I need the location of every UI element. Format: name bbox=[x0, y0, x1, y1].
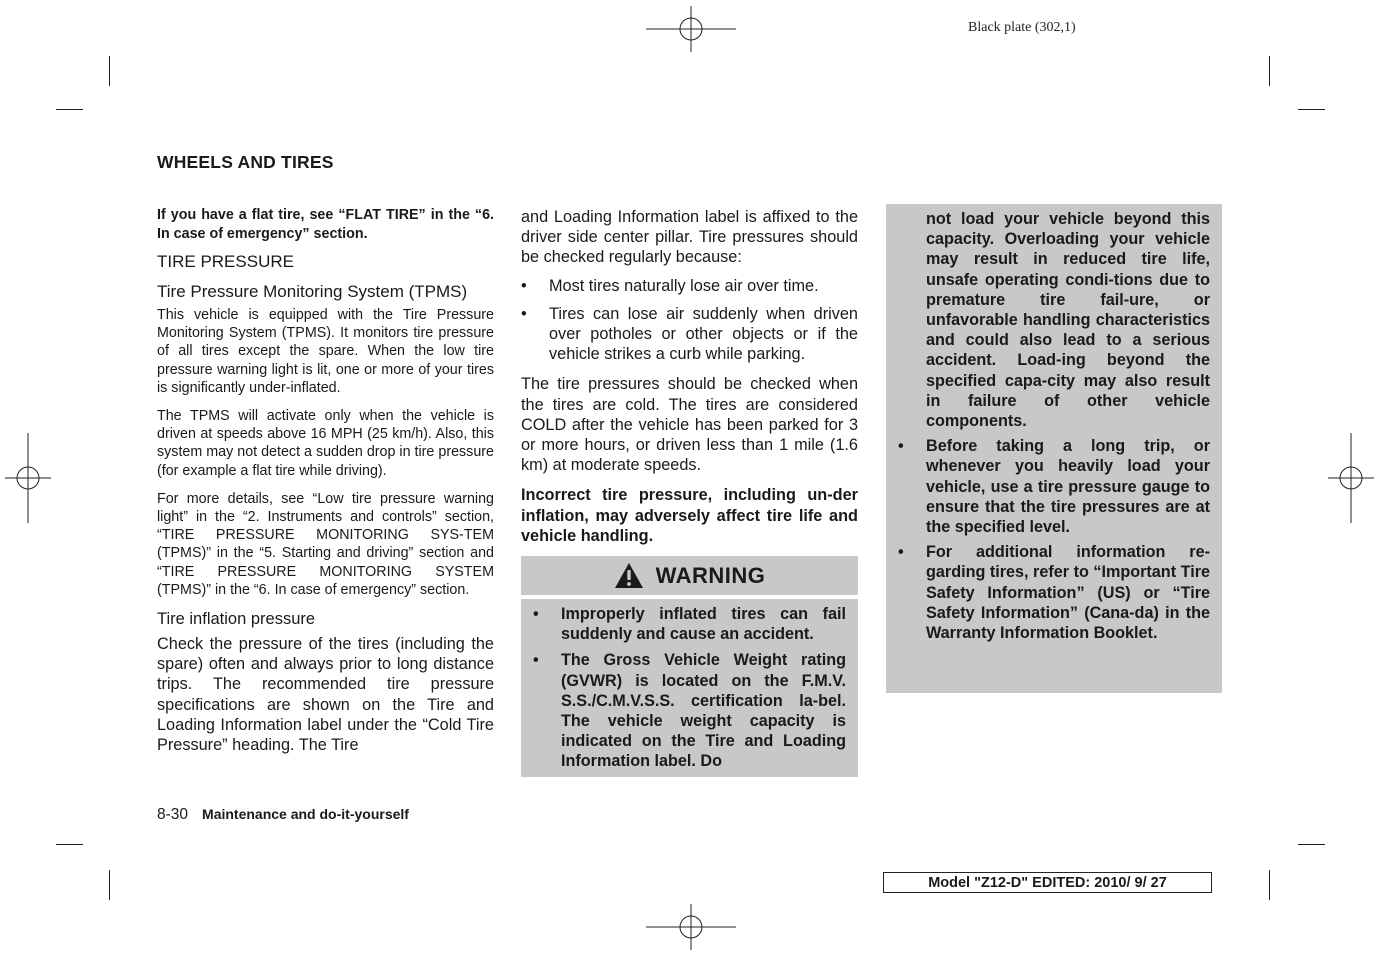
plate-label: Black plate (302,1) bbox=[968, 20, 1076, 35]
list-item: • The Gross Vehicle Weight rating (GVWR) is located on the F.M.V. S.S./C.M.V.S.S. certification la-bel. The vehicle weight capacity is indicated on the Tire and Loading Information label. Do bbox=[533, 651, 846, 771]
bullet-icon: • bbox=[898, 543, 904, 562]
column-2 bbox=[521, 207, 858, 777]
bullet-icon: • bbox=[521, 276, 527, 295]
registration-mark-right bbox=[1328, 433, 1374, 523]
bullet-icon: • bbox=[533, 605, 539, 624]
crop-mark bbox=[109, 870, 110, 900]
column-1 bbox=[157, 206, 494, 755]
list-item: • Most tires naturally lose air over time. bbox=[521, 276, 819, 295]
reason-list bbox=[521, 276, 858, 365]
tpms-paragraph-1: This vehicle is equipped with the Tire Pressure Monitoring System (TPMS). It monitors tire pressure of all tires except the spare. When the low tire pressure warning light is lit, one or more of your tires is significantly under-inflated. bbox=[157, 307, 494, 396]
inflation-paragraph: Check the pressure of the tires (including the spare) often and always prior to long distance trips. The recommended tire pressure specifications are shown on the Tire and Loading Information label under the “Cold Tire Pressure” heading. The Tire bbox=[157, 635, 494, 755]
list-item: • Improperly inflated tires can fail suddenly and cause an accident. bbox=[533, 605, 846, 644]
warning-continued-box bbox=[886, 204, 1222, 693]
bullet-icon: • bbox=[533, 651, 539, 670]
crop-mark bbox=[56, 109, 83, 110]
registration-mark-top bbox=[646, 6, 736, 52]
warning-continued-text: not load your vehicle beyond this capacity. Overloading your vehicle may result in reduced tire life, unsafe operating condi-tions due to premature tire fail-ure, or unfavorable handling characteristics and could also lead to a serious accident. Load-ing beyond the specified capa-city may also result in failure of other vehicle components. bbox=[926, 210, 1210, 431]
cold-tires-paragraph: The tire pressures should be checked when the tires are cold. The tires are considered COLD after the vehicle has been parked for 3 or more hours, or driven less than 1 mile (1.6 km) at moderate speeds. bbox=[521, 375, 858, 475]
tpms-subheading: Tire Pressure Monitoring System (TPMS) bbox=[157, 282, 468, 301]
crop-mark bbox=[1298, 109, 1325, 110]
tpms-paragraph-2: The TPMS will activate only when the vehicle is driven at speeds above 16 MPH (25 km/h). Also, this system may not detect a sudden drop in tire pressure (for example a flat tire while driving). bbox=[157, 408, 494, 479]
warning-header bbox=[521, 556, 858, 595]
page-number: 8-30 bbox=[157, 806, 189, 823]
warning-body bbox=[521, 599, 858, 777]
bullet-icon: • bbox=[898, 437, 904, 456]
incorrect-pressure-note: Incorrect tire pressure, including un-der inflation, may adversely affect tire life and vehicle handling. bbox=[521, 486, 858, 545]
bullet-icon: • bbox=[521, 304, 527, 323]
list-item: • Before taking a long trip, or whenever you heavily load your vehicle, use a tire pressure gauge to ensure that the tire pressures are at the specified level. bbox=[898, 437, 1210, 537]
warning-title: WARNING bbox=[655, 562, 766, 588]
crop-mark bbox=[1269, 870, 1270, 900]
section-title: WHEELS AND TIRES bbox=[157, 152, 334, 172]
crop-mark bbox=[1298, 844, 1325, 845]
page-footer bbox=[157, 806, 409, 824]
model-edited-box: Model "Z12-D" EDITED: 2010/ 9/ 27 bbox=[883, 872, 1212, 893]
warning-continued-list bbox=[898, 436, 1210, 643]
list-item: • For additional information re-garding tires, refer to “Important Tire Safety Information” (US) or “Tire Safety Information” (Cana-da) in the Warranty Information Booklet. bbox=[898, 543, 1210, 643]
list-item: • Tires can lose air suddenly when driven over potholes or other objects or if the vehicle strikes a curb while parking. bbox=[521, 304, 858, 364]
warning-box bbox=[521, 556, 858, 777]
label-paragraph: and Loading Information label is affixed to the driver side center pillar. Tire pressures should be checked regularly because: bbox=[521, 208, 858, 267]
crop-mark bbox=[1269, 56, 1270, 86]
crop-mark bbox=[56, 844, 83, 845]
inflation-subheading: Tire inflation pressure bbox=[157, 610, 316, 629]
registration-mark-bottom bbox=[646, 904, 736, 950]
crop-mark bbox=[109, 56, 110, 86]
flat-tire-note: If you have a flat tire, see “FLAT TIRE” in the “6. In case of emergency” section. bbox=[157, 207, 494, 242]
tpms-paragraph-3: For more details, see “Low tire pressure warning light” in the “2. Instruments and controls” section, “TIRE PRESSURE MONITORING SYS-TEM (TPMS)” in the “5. Starting and driving” section and “TIRE PRESSURE MONITORING SYSTEM (TPMS)” in the “6. In case of emergency” section. bbox=[157, 490, 494, 598]
registration-mark-left bbox=[5, 433, 51, 523]
footer-section: Maintenance and do-it-yourself bbox=[202, 806, 409, 822]
tire-pressure-heading: TIRE PRESSURE bbox=[157, 252, 294, 271]
warning-triangle-icon bbox=[614, 562, 644, 589]
